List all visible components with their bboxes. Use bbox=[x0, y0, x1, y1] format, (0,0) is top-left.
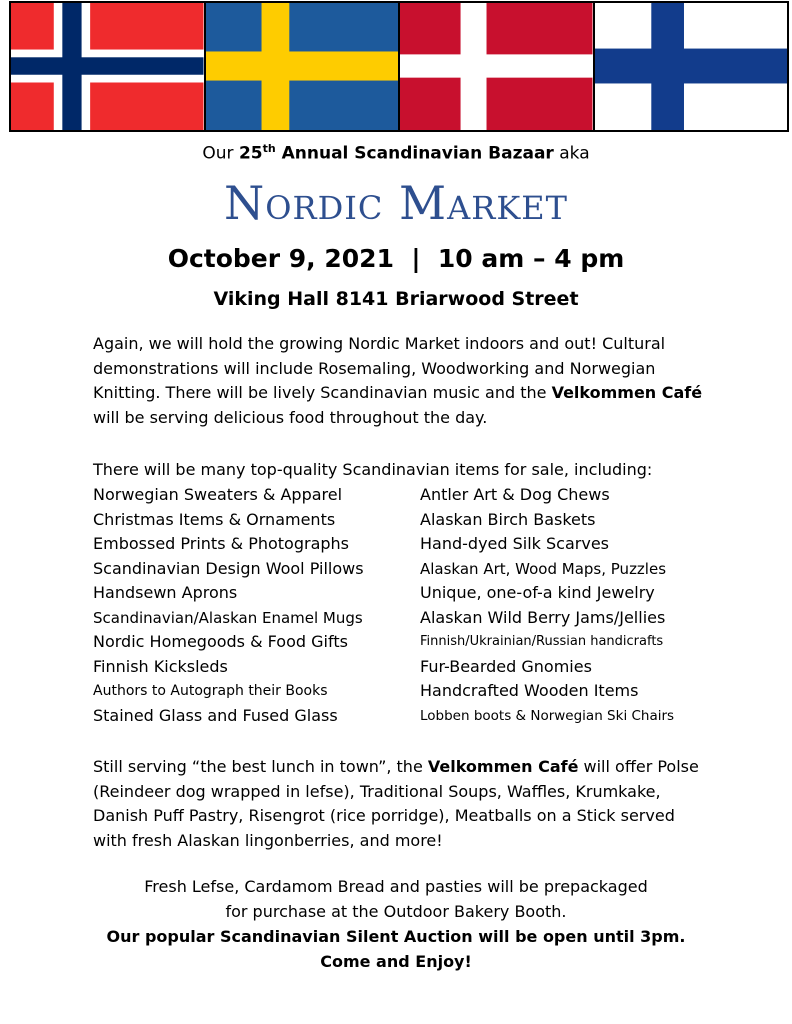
intro-line bbox=[0, 142, 792, 164]
anniversary-number: 25 bbox=[238, 143, 263, 164]
list-item: Norwegian Sweaters & Apparel bbox=[93, 485, 343, 504]
list-item: Fur-Bearded Gnomies bbox=[420, 656, 592, 676]
list-item: Alaskan Birch Baskets bbox=[420, 509, 596, 529]
auction-line: Our popular Scandinavian Silent Auction will be open until 3pm. bbox=[106, 927, 686, 946]
description-paragraph: Again, we will hold the growing Nordic Market indoors and out! Cultural demonstrations will include Rosemaling, Woodworking and Norwegian Knitting. There will be lively Scandinavian music and the Velkommen Café will be serving delicious food throughout the day. bbox=[93, 334, 703, 427]
list-item: Embossed Prints & Photographs bbox=[93, 534, 349, 553]
list-item: Finnish Kicksleds bbox=[93, 656, 228, 676]
list-item: Alaskan Wild Berry Jams/Jellies bbox=[420, 607, 666, 627]
norway-flag bbox=[11, 3, 206, 130]
list-item: Christmas Items & Ornaments bbox=[93, 509, 336, 529]
list-item: Antler Art & Dog Chews bbox=[420, 485, 610, 504]
cafe-paragraph: Still serving “the best lunch in town”, the Velkommen Café will offer Polse (Reindeer dog wrapped in lefse), Traditional Soups, Waffles, Krumkake, Danish Puff Pastry, Risengrot (rice porridge), Meatballs on a Stick served with fresh Alaskan lingonberries, and more! bbox=[93, 757, 699, 850]
items-intro: There will be many top-quality Scandinavian items for sale, including: bbox=[93, 460, 653, 479]
event-date: October 9, 2021 | 10 am – 4 pm bbox=[167, 244, 625, 273]
sweden-flag bbox=[206, 3, 401, 130]
cafe-name: Velkommen Café bbox=[551, 383, 703, 402]
items-list bbox=[93, 483, 713, 728]
bakery-line-1: Fresh Lefse, Cardamom Bread and pasties will be prepackaged bbox=[144, 877, 648, 896]
invitation-line: Come and Enjoy! bbox=[320, 952, 472, 971]
list-item: Scandinavian/Alaskan Enamel Mugs bbox=[93, 608, 363, 627]
items-right-column bbox=[420, 483, 713, 728]
list-item: Alaskan Art, Wood Maps, Puzzles bbox=[420, 559, 667, 578]
finland-flag bbox=[595, 3, 788, 130]
denmark-flag bbox=[400, 3, 595, 130]
page-title: Nordic Market bbox=[224, 176, 568, 230]
list-item: Handcrafted Wooden Items bbox=[420, 681, 639, 700]
list-item: Finnish/Ukrainian/Russian handicrafts bbox=[420, 634, 664, 649]
flags-banner bbox=[9, 1, 789, 132]
intro-suffix: aka bbox=[553, 143, 590, 164]
items-left-column bbox=[93, 483, 420, 728]
list-item: Stained Glass and Fused Glass bbox=[93, 705, 338, 725]
list-item: Authors to Autograph their Books bbox=[93, 683, 328, 699]
event-name: Annual Scandinavian Bazaar bbox=[275, 143, 554, 164]
intro-prefix: Our bbox=[202, 143, 239, 164]
bakery-line-2: for purchase at the Outdoor Bakery Booth. bbox=[225, 902, 567, 921]
list-item: Nordic Homegoods & Food Gifts bbox=[93, 632, 348, 651]
closing-section bbox=[0, 874, 792, 974]
list-item: Scandinavian Design Wool Pillows bbox=[93, 558, 364, 578]
list-item: Unique, one-of-a kind Jewelry bbox=[420, 583, 655, 602]
ordinal-suffix: th bbox=[262, 142, 276, 155]
cafe-name: Velkommen Café bbox=[427, 757, 579, 776]
list-item: Handsewn Aprons bbox=[93, 583, 238, 602]
list-item: Lobben boots & Norwegian Ski Chairs bbox=[420, 707, 675, 724]
list-item: Hand-dyed Silk Scarves bbox=[420, 534, 609, 553]
event-venue: Viking Hall 8141 Briarwood Street bbox=[213, 288, 579, 310]
